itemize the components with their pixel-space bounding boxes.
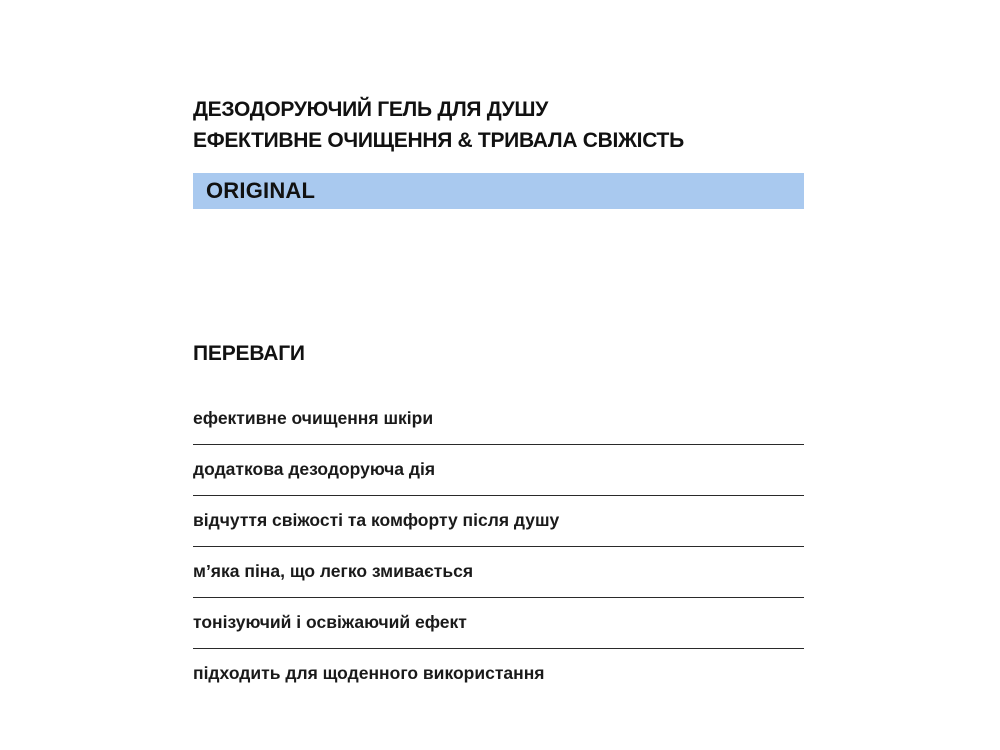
title-line-1: ДЕЗОДОРУЮЧИЙ ГЕЛЬ ДЛЯ ДУШУ (193, 98, 548, 121)
list-item: додаткова дезодоруюча дія (193, 445, 804, 496)
title-line-2: ЕФЕКТИВНЕ ОЧИЩЕННЯ & ТРИВАЛА СВІЖІСТЬ (193, 129, 684, 152)
benefits-list (193, 394, 804, 700)
list-item: ефективне очищення шкіри (193, 394, 804, 445)
list-item: тонізуючий і освіжаючий ефект (193, 598, 804, 649)
list-item: підходить для щоденного використання (193, 663, 545, 683)
list-item: м’яка піна, що легко змивається (193, 547, 804, 598)
list-item: відчуття свіжості та комфорту після душу (193, 496, 804, 547)
variant-banner (193, 173, 804, 209)
product-info (193, 94, 804, 683)
product-title (193, 94, 804, 156)
benefits-heading: ПЕРЕВАГИ (193, 342, 305, 365)
variant-label: ORIGINAL (206, 178, 316, 203)
